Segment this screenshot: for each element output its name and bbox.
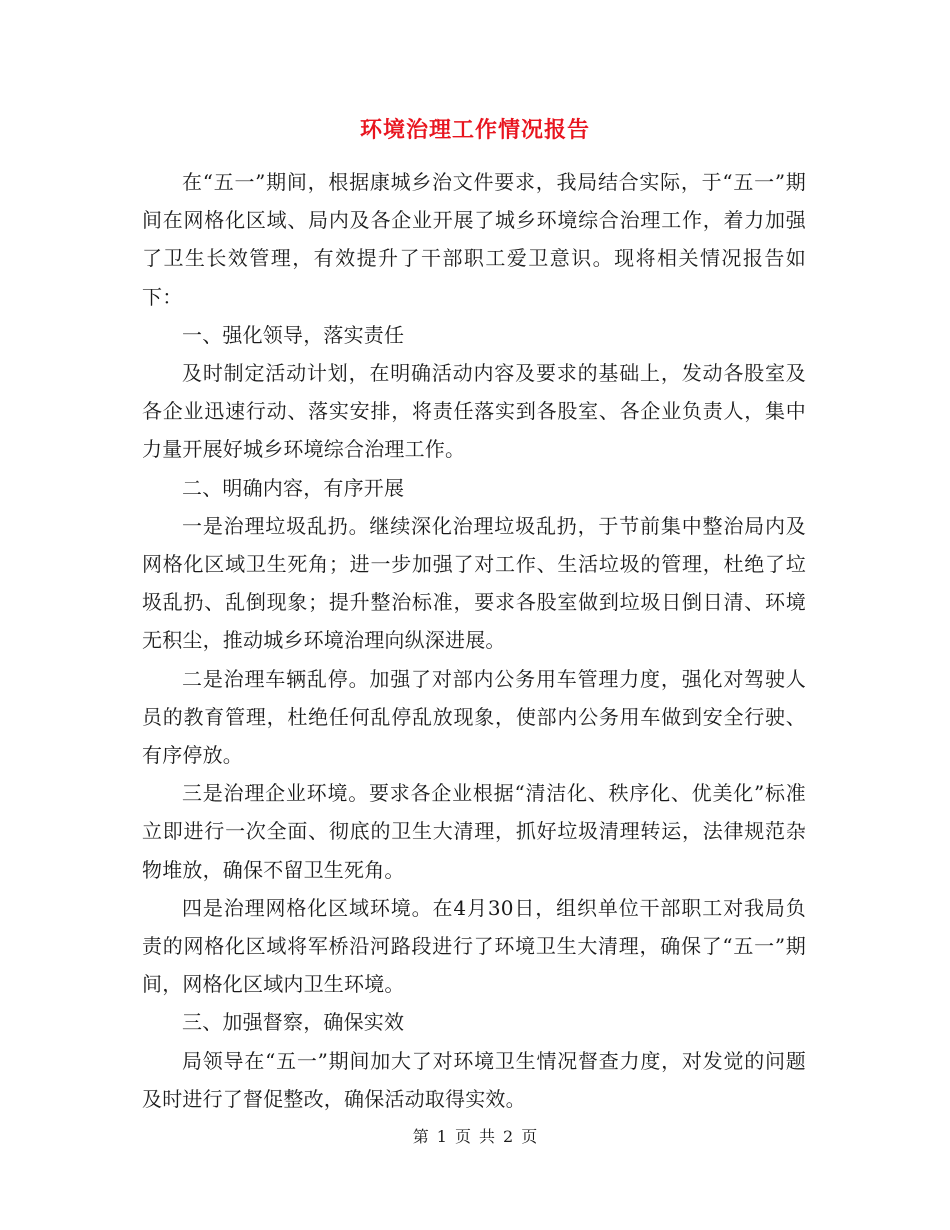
footer-total-pages: 2 <box>503 1127 514 1146</box>
page-footer <box>0 1125 950 1149</box>
footer-label-ye: 页 <box>454 1127 471 1146</box>
footer-label-di: 第 <box>412 1127 429 1146</box>
section-2-item-1: 一是治理垃圾乱扔。继续深化治理垃圾乱扔，于节前集中整治局内及网格化区域卫生死角；进一步加强了对工作、生活垃圾的管理，杜绝了垃圾乱扔、乱倒现象；提升整治标准，要求各股室做到垃圾日倒日清、环境无积尘，推动城乡环境治理向纵深进展。 <box>142 513 806 653</box>
section-2-item-2: 二是治理车辆乱停。加强了对部内公务用车管理力度，强化对驾驶人员的教育管理，杜绝任何乱停乱放现象，使部内公务用车做到安全行驶、有序停放。 <box>142 666 806 768</box>
section-3-paragraph: 局领导在“五一”期间加大了对环境卫生情况督查力度，对发觉的问题及时进行了督促整改，确保活动取得实效。 <box>142 1048 806 1111</box>
intro-paragraph: 在“五一”期间，根据康城乡治文件要求，我局结合实际，于“五一”期间在网格化区域、局内及各企业开展了城乡环境综合治理工作，着力加强了卫生长效管理，有效提升了干部职工爱卫意识。现将相关情况报告如下： <box>142 170 806 309</box>
footer-label-gong: 共 <box>479 1127 496 1146</box>
footer-label-ye-2: 页 <box>521 1127 538 1146</box>
section-heading-2: 二、明确内容，有序开展 <box>182 475 405 500</box>
section-heading-1: 一、强化领导，落实责任 <box>182 322 405 347</box>
section-2-item-3: 三是治理企业环境。要求各企业根据“清洁化、秩序化、优美化”标准立即进行一次全面、彻底的卫生大清理，抓好垃圾清理转运，法律规范杂物堆放，确保不留卫生死角。 <box>142 781 806 882</box>
section-1-paragraph: 及时制定活动计划，在明确活动内容及要求的基础上，发动各股室及各企业迅速行动、落实安排，将责任落实到各股室、各企业负责人，集中力量开展好城乡环境综合治理工作。 <box>142 361 806 462</box>
section-2-item-4: 四是治理网格化区域环境。在4月30日，组织单位干部职工对我局负责的网格化区域将军桥沿河路段进行了环境卫生大清理，确保了“五一”期间，网格化区域内卫生环境。 <box>142 895 806 997</box>
document-title: 环境治理工作情况报告 <box>359 117 590 143</box>
section-heading-3: 三、加强督察，确保实效 <box>182 1010 405 1035</box>
document-body <box>142 163 806 1118</box>
footer-current-page: 1 <box>436 1127 447 1146</box>
